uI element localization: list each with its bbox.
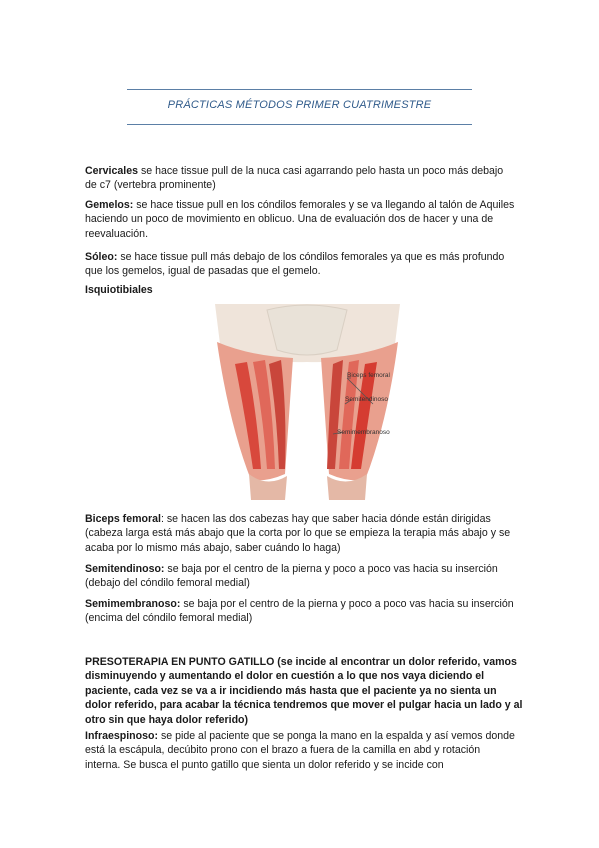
label-semimembranoso: Semimembranoso [337, 429, 390, 436]
text-infraespinoso: se pide al paciente que se ponga la mano en la espalda y así vemos donde está la escápula, decúbito prono con el brazo a fuera de la camilla en abd y rotación interna. Se busca el punto gatillo que sienta un dolor referido y se incide con [85, 730, 515, 771]
header-rule-bottom [127, 124, 472, 125]
label-semitendinoso: Semitendinoso [345, 396, 388, 403]
text-soleo: se hace tissue pull más debajo de los cóndilos femorales ya que es más profundo que los gemelos, igual de pasadas que el gemelo. [85, 251, 505, 278]
sacrum-bone [267, 305, 347, 355]
text-semitendinoso: se baja por el centro de la pierna y poco a poco vas hacia su inserción (debajo del cóndilo femoral medial) [85, 563, 498, 590]
term-biceps-femoral: Biceps femoral [85, 513, 161, 525]
term-gemelos: Gemelos: [85, 199, 134, 211]
term-semimembranoso: Semimembranoso: [85, 598, 181, 610]
paragraph-semimembranoso [85, 597, 515, 626]
paragraph-presoterapia: PRESOTERAPIA EN PUNTO GATILLO (se incide al encontrar un dolor referido, vamos disminuyendo y aumentando el dolor en cuestión a lo que nos vaya diciendo el paciente, cada vez se va a ir incidiendo más hasta que el paciente ya no sienta un dolor referido, para acabar la técnica tendremos que mover el pulgar hacia un lado y al otro sin que haya dolor referido) [85, 656, 523, 726]
paragraph-semitendinoso [85, 562, 515, 591]
label-biceps-femoral: Biceps femoral [347, 372, 390, 379]
term-infraespinoso: Infraespinoso: [85, 730, 158, 742]
paragraph-gemelos [85, 198, 515, 241]
text-gemelos: se hace tissue pull en los cóndilos femorales y se va llegando al talón de Aquiles haciendo un poco de movimiento en oblicuo. Una de evaluación dos de hacer y una de reevaluación. [85, 199, 515, 240]
paragraph-infraespinoso [85, 729, 515, 772]
term-soleo: Sóleo: [85, 251, 118, 263]
text-biceps-femoral: : se hacen las dos cabezas hay que saber hacia dónde están dirigidas (cabeza larga está más abajo que la corta por lo que se empieza la terapia más abajo y se acaba por lo mismo más abajo, saber cuándo lo haga) [85, 513, 511, 554]
term-semitendinoso: Semitendinoso: [85, 563, 165, 575]
paragraph-biceps-femoral [85, 512, 515, 555]
header-rule-top [127, 89, 472, 90]
paragraph-soleo [85, 250, 515, 279]
hamstring-anatomy-figure [205, 304, 410, 500]
paragraph-cervicales [85, 164, 515, 193]
page-title: PRÁCTICAS MÉTODOS PRIMER CUATRIMESTRE [167, 99, 432, 111]
text-semimembranoso: se baja por el centro de la pierna y poco a poco vas hacia su inserción (encima del cóndilo femoral medial) [85, 598, 514, 625]
text-cervicales: se hace tissue pull de la nuca casi agarrando pelo hasta un poco más debajo de c7 (vertebra prominente) [85, 165, 504, 192]
term-cervicales: Cervicales [85, 165, 139, 177]
heading-isquiotibiales: Isquiotibiales [85, 284, 153, 296]
